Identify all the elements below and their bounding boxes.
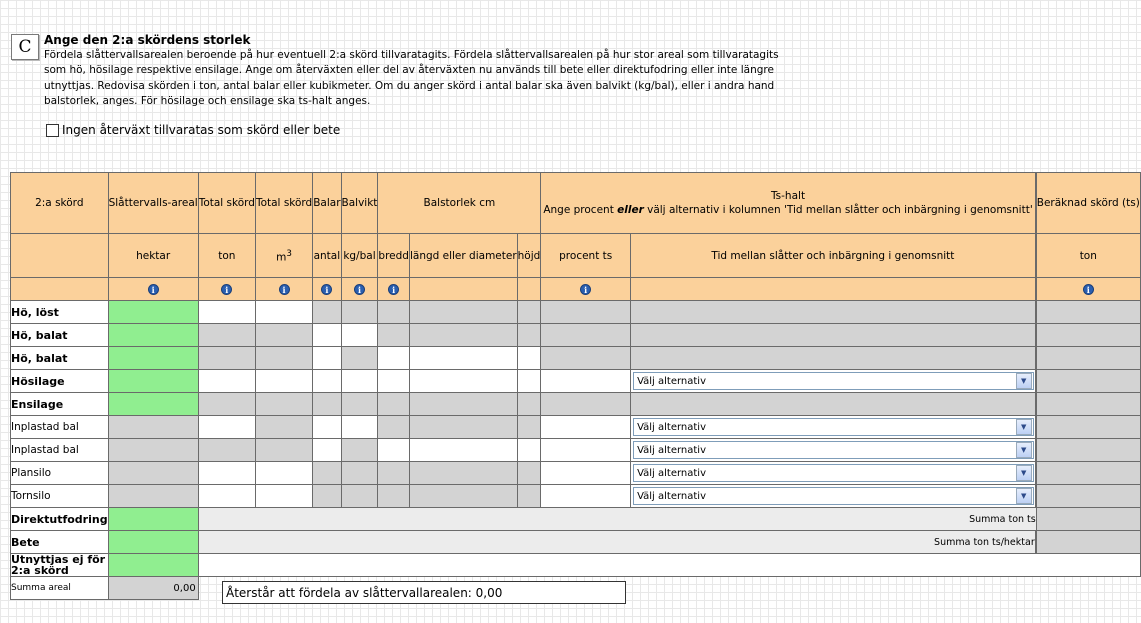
m3-input[interactable]: [255, 462, 312, 485]
disabled-cell: [409, 462, 517, 485]
unit-hojd: höjd: [517, 234, 541, 278]
disabled-cell: [409, 416, 517, 439]
info-icon[interactable]: i: [148, 284, 159, 295]
tid-select[interactable]: [633, 487, 1034, 505]
table-row: [11, 301, 1141, 324]
disabled-cell: [517, 416, 541, 439]
disabled-cell: [517, 301, 541, 324]
disabled-cell: [255, 416, 312, 439]
antal-input[interactable]: [313, 370, 341, 393]
table-row: [11, 393, 1141, 416]
tshalt-post: välj alternativ i kolumnen 'Tid mellan slåtter och inbärgning i genomsnitt': [643, 204, 1033, 216]
row-label-hosilage: Hösilage: [11, 370, 109, 393]
row-label-tornsilo: Tornsilo: [11, 485, 109, 508]
areal-input[interactable]: [108, 301, 198, 324]
row-label-ho-lost: Hö, löst: [11, 301, 109, 324]
areal-input[interactable]: [108, 508, 198, 531]
tid-select-value: Välj alternativ: [637, 421, 706, 433]
no-regrowth-row: [46, 123, 340, 137]
disabled-cell: [341, 393, 378, 416]
tid-select[interactable]: [633, 372, 1034, 390]
disabled-cell: [313, 462, 341, 485]
disabled-cell: [541, 301, 631, 324]
unit-m3-sup: 3: [286, 248, 292, 259]
tid-select[interactable]: [633, 464, 1034, 482]
disabled-cell: [341, 301, 378, 324]
procent-input[interactable]: [541, 439, 631, 462]
disabled-cell: [378, 301, 410, 324]
table-row: [11, 508, 1141, 531]
beraknad-cell: [1036, 416, 1140, 439]
disabled-cell: [255, 439, 312, 462]
disabled-cell: [378, 485, 410, 508]
chevron-down-icon[interactable]: ▼: [1016, 488, 1032, 504]
no-regrowth-label[interactable]: Ingen återväxt tillvaratas som skörd eller bete: [62, 123, 341, 137]
section-description: Fördela slåttervallsarealen beroende på hur eventuell 2:a skörd tillvaratagits. Fördela slåttervallsarealen på hur stor areal som tillvaratagits som hö, hösilage respektive ensilage. Ange om återväxten eller del av återväxten nu används till bete eller direktufodring eller inte längre utnyttjas. Redovisa skörden i ton, antal balar eller kubikmeter. Om du anger skörd i antal balar ska även balvikt (kg/bal), eller i andra hand balstorlek, anges. För hösilage och ensilage ska ts-halt anges.: [44, 49, 779, 107]
tid-select-cell: [631, 416, 1036, 439]
header-balstorlek-text: Balstorlek cm: [423, 197, 496, 209]
info-empty: [11, 278, 109, 301]
langd-input[interactable]: [409, 347, 517, 370]
disabled-cell: [108, 416, 198, 439]
unit-antal: antal: [313, 234, 341, 278]
ton-input[interactable]: [198, 370, 255, 393]
m3-input[interactable]: [255, 485, 312, 508]
row-label-direktutfodring: Direktutfodring: [11, 508, 109, 531]
antal-input[interactable]: [313, 324, 341, 347]
disabled-cell: [198, 324, 255, 347]
disabled-cell: [378, 462, 410, 485]
header-tshalt-instructions: [541, 203, 1034, 217]
table-row: [11, 462, 1141, 485]
tid-select-value: Välj alternativ: [637, 375, 706, 387]
langd-input[interactable]: [409, 439, 517, 462]
beraknad-cell: [1036, 370, 1140, 393]
beraknad-cell: [1036, 508, 1140, 531]
unit-kgbal: kg/bal: [341, 234, 378, 278]
header-total-skord-ton: Total skörd: [198, 173, 255, 234]
table-row: [11, 439, 1141, 462]
row-label-plansilo: Plansilo: [11, 462, 109, 485]
beraknad-cell: [1036, 531, 1140, 554]
table-row: [11, 416, 1141, 439]
tid-select[interactable]: [633, 418, 1034, 436]
info-icon[interactable]: i: [321, 284, 332, 295]
areal-input[interactable]: [108, 370, 198, 393]
disabled-cell: [541, 393, 631, 416]
chevron-down-icon[interactable]: ▼: [1016, 373, 1032, 389]
disabled-cell: [631, 324, 1036, 347]
beraknad-cell: [1036, 439, 1140, 462]
row-label-utnyttjas-ej: Utnyttjas ej för 2:a skörd: [11, 554, 109, 577]
disabled-cell: [341, 462, 378, 485]
table-row: [11, 485, 1141, 508]
hojd-input[interactable]: [517, 439, 541, 462]
chevron-down-icon[interactable]: ▼: [1016, 465, 1032, 481]
beraknad-cell: [1036, 301, 1140, 324]
harvest-table: [10, 172, 1141, 600]
info-icon[interactable]: i: [388, 284, 399, 295]
table-row: [11, 554, 1141, 577]
disabled-cell: [255, 393, 312, 416]
disabled-cell: [341, 347, 378, 370]
header-balstorlek: [378, 173, 541, 234]
info-cell-beraknad: [1036, 278, 1140, 301]
unit-ton-beraknad: ton: [1036, 234, 1140, 278]
unit-m3-base: m: [276, 251, 287, 264]
beraknad-cell: [1036, 485, 1140, 508]
tid-select-cell: [631, 485, 1036, 508]
section-title: Ange den 2:a skördens storlek: [44, 33, 251, 47]
summa-areal-value: 0,00: [108, 577, 198, 600]
header-balvikt: Balvikt: [341, 173, 378, 234]
disabled-cell: [341, 485, 378, 508]
unit-langd: längd eller diameter: [409, 234, 517, 278]
ton-input[interactable]: [198, 301, 255, 324]
row-label-inplastad-bal: Inplastad bal: [11, 416, 109, 439]
info-empty: [409, 278, 517, 301]
unit-ton: ton: [198, 234, 255, 278]
disabled-cell: [517, 485, 541, 508]
tid-select-value: Välj alternativ: [637, 444, 706, 456]
disabled-cell: [378, 416, 410, 439]
langd-input[interactable]: [409, 370, 517, 393]
disabled-cell: [541, 324, 631, 347]
disabled-cell: [255, 324, 312, 347]
unit-bredd: bredd: [378, 234, 410, 278]
beraknad-cell: [1036, 393, 1140, 416]
tshalt-em: eller: [617, 204, 644, 216]
bredd-input[interactable]: [378, 370, 410, 393]
disabled-cell: [631, 347, 1036, 370]
header-balar: Balar: [313, 173, 341, 234]
antal-input[interactable]: [313, 416, 341, 439]
m3-input[interactable]: [255, 301, 312, 324]
hojd-input[interactable]: [517, 347, 541, 370]
bredd-input[interactable]: [378, 347, 410, 370]
disabled-cell: [108, 485, 198, 508]
header-areal: Slåttervalls-areal: [108, 173, 198, 234]
info-cell-ton: [198, 278, 255, 301]
info-cell-m3: [255, 278, 312, 301]
info-icon[interactable]: i: [1083, 284, 1094, 295]
info-cell-bredd: [378, 278, 410, 301]
disabled-cell: [313, 393, 341, 416]
header-total-skord-m3: Total skörd: [255, 173, 312, 234]
disabled-cell: [341, 439, 378, 462]
info-icon[interactable]: i: [354, 284, 365, 295]
disabled-cell: [313, 485, 341, 508]
procent-input[interactable]: [541, 485, 631, 508]
tid-select-cell: [631, 439, 1036, 462]
unit-empty: [11, 234, 109, 278]
table-row: [11, 324, 1141, 347]
disabled-cell: [517, 462, 541, 485]
info-empty: [517, 278, 541, 301]
chevron-down-icon[interactable]: ▼: [1016, 419, 1032, 435]
disabled-cell: [108, 439, 198, 462]
disabled-cell: [517, 393, 541, 416]
summa-ton-ts-label: Summa ton ts: [198, 508, 1036, 531]
remaining-area-text: Återstår att fördela av slåttervallarealen: 0,00: [222, 581, 626, 604]
info-icon[interactable]: i: [279, 284, 290, 295]
tid-select[interactable]: [633, 441, 1034, 459]
disabled-cell: [378, 393, 410, 416]
antal-input[interactable]: [313, 347, 341, 370]
no-regrowth-checkbox[interactable]: [46, 124, 59, 137]
disabled-cell: [198, 439, 255, 462]
unit-m3: [255, 234, 312, 278]
procent-input[interactable]: [541, 370, 631, 393]
info-cell-areal: [108, 278, 198, 301]
row-label-inplastad-bal: Inplastad bal: [11, 439, 109, 462]
row-label-ensilage: Ensilage: [11, 393, 109, 416]
row-label-bete: Bete: [11, 531, 109, 554]
info-cell-antal: [313, 278, 341, 301]
chevron-down-icon[interactable]: ▼: [1016, 442, 1032, 458]
disabled-cell: [409, 485, 517, 508]
tid-select-cell: [631, 462, 1036, 485]
disabled-cell: [108, 462, 198, 485]
row-label-summa-areal: Summa areal: [11, 577, 109, 600]
table-row: [11, 347, 1141, 370]
table-row: [11, 531, 1141, 554]
disabled-cell: [631, 301, 1036, 324]
disabled-cell: [255, 347, 312, 370]
header-beraknad: Beräknad skörd (ts): [1036, 173, 1140, 234]
disabled-cell: [198, 347, 255, 370]
beraknad-cell: [1036, 347, 1140, 370]
kgbal-input[interactable]: [341, 324, 378, 347]
info-icon[interactable]: i: [221, 284, 232, 295]
areal-input[interactable]: [108, 324, 198, 347]
areal-input[interactable]: [108, 554, 198, 577]
table-row: [11, 370, 1141, 393]
disabled-cell: [409, 324, 517, 347]
kgbal-input[interactable]: [341, 416, 378, 439]
info-cell-kgbal: [341, 278, 378, 301]
disabled-cell: [517, 324, 541, 347]
ton-input[interactable]: [198, 462, 255, 485]
areal-input[interactable]: [108, 347, 198, 370]
tid-select-value: Välj alternativ: [637, 490, 706, 502]
areal-input[interactable]: [108, 531, 198, 554]
disabled-cell: [313, 301, 341, 324]
procent-input[interactable]: [541, 462, 631, 485]
bredd-input[interactable]: [378, 439, 410, 462]
kgbal-input[interactable]: [341, 370, 378, 393]
header-skord: 2:a skörd: [11, 173, 109, 234]
beraknad-cell: [1036, 324, 1140, 347]
unit-tid: Tid mellan slåtter och inbärgning i genomsnitt: [631, 234, 1036, 278]
disabled-cell: [378, 324, 410, 347]
empty-row-rest: [198, 554, 1140, 577]
info-empty: [631, 278, 1036, 301]
header-tshalt: [541, 173, 1035, 234]
m3-input[interactable]: [255, 370, 312, 393]
tshalt-pre: Ange procent: [543, 204, 618, 216]
tid-select-value: Välj alternativ: [637, 467, 706, 479]
procent-input[interactable]: [541, 416, 631, 439]
header-tshalt-title: Ts-halt: [771, 190, 806, 202]
ton-input[interactable]: [198, 485, 255, 508]
beraknad-cell: [1036, 462, 1140, 485]
ton-input[interactable]: [198, 416, 255, 439]
row-label-ho-balat: Hö, balat: [11, 324, 109, 347]
section-badge: C: [11, 34, 39, 60]
info-icon[interactable]: i: [580, 284, 591, 295]
disabled-cell: [409, 301, 517, 324]
disabled-cell: [409, 393, 517, 416]
tid-select-cell: [631, 370, 1036, 393]
antal-input[interactable]: [313, 439, 341, 462]
disabled-cell: [631, 393, 1036, 416]
unit-procent: procent ts: [541, 234, 631, 278]
summa-ton-ts-hektar-label: Summa ton ts/hektar: [198, 531, 1035, 554]
row-label-ho-balat: Hö, balat: [11, 347, 109, 370]
disabled-cell: [198, 393, 255, 416]
disabled-cell: [541, 347, 631, 370]
hojd-input[interactable]: [517, 370, 541, 393]
areal-input[interactable]: [108, 393, 198, 416]
unit-hektar: hektar: [108, 234, 198, 278]
info-cell-procent: [541, 278, 631, 301]
